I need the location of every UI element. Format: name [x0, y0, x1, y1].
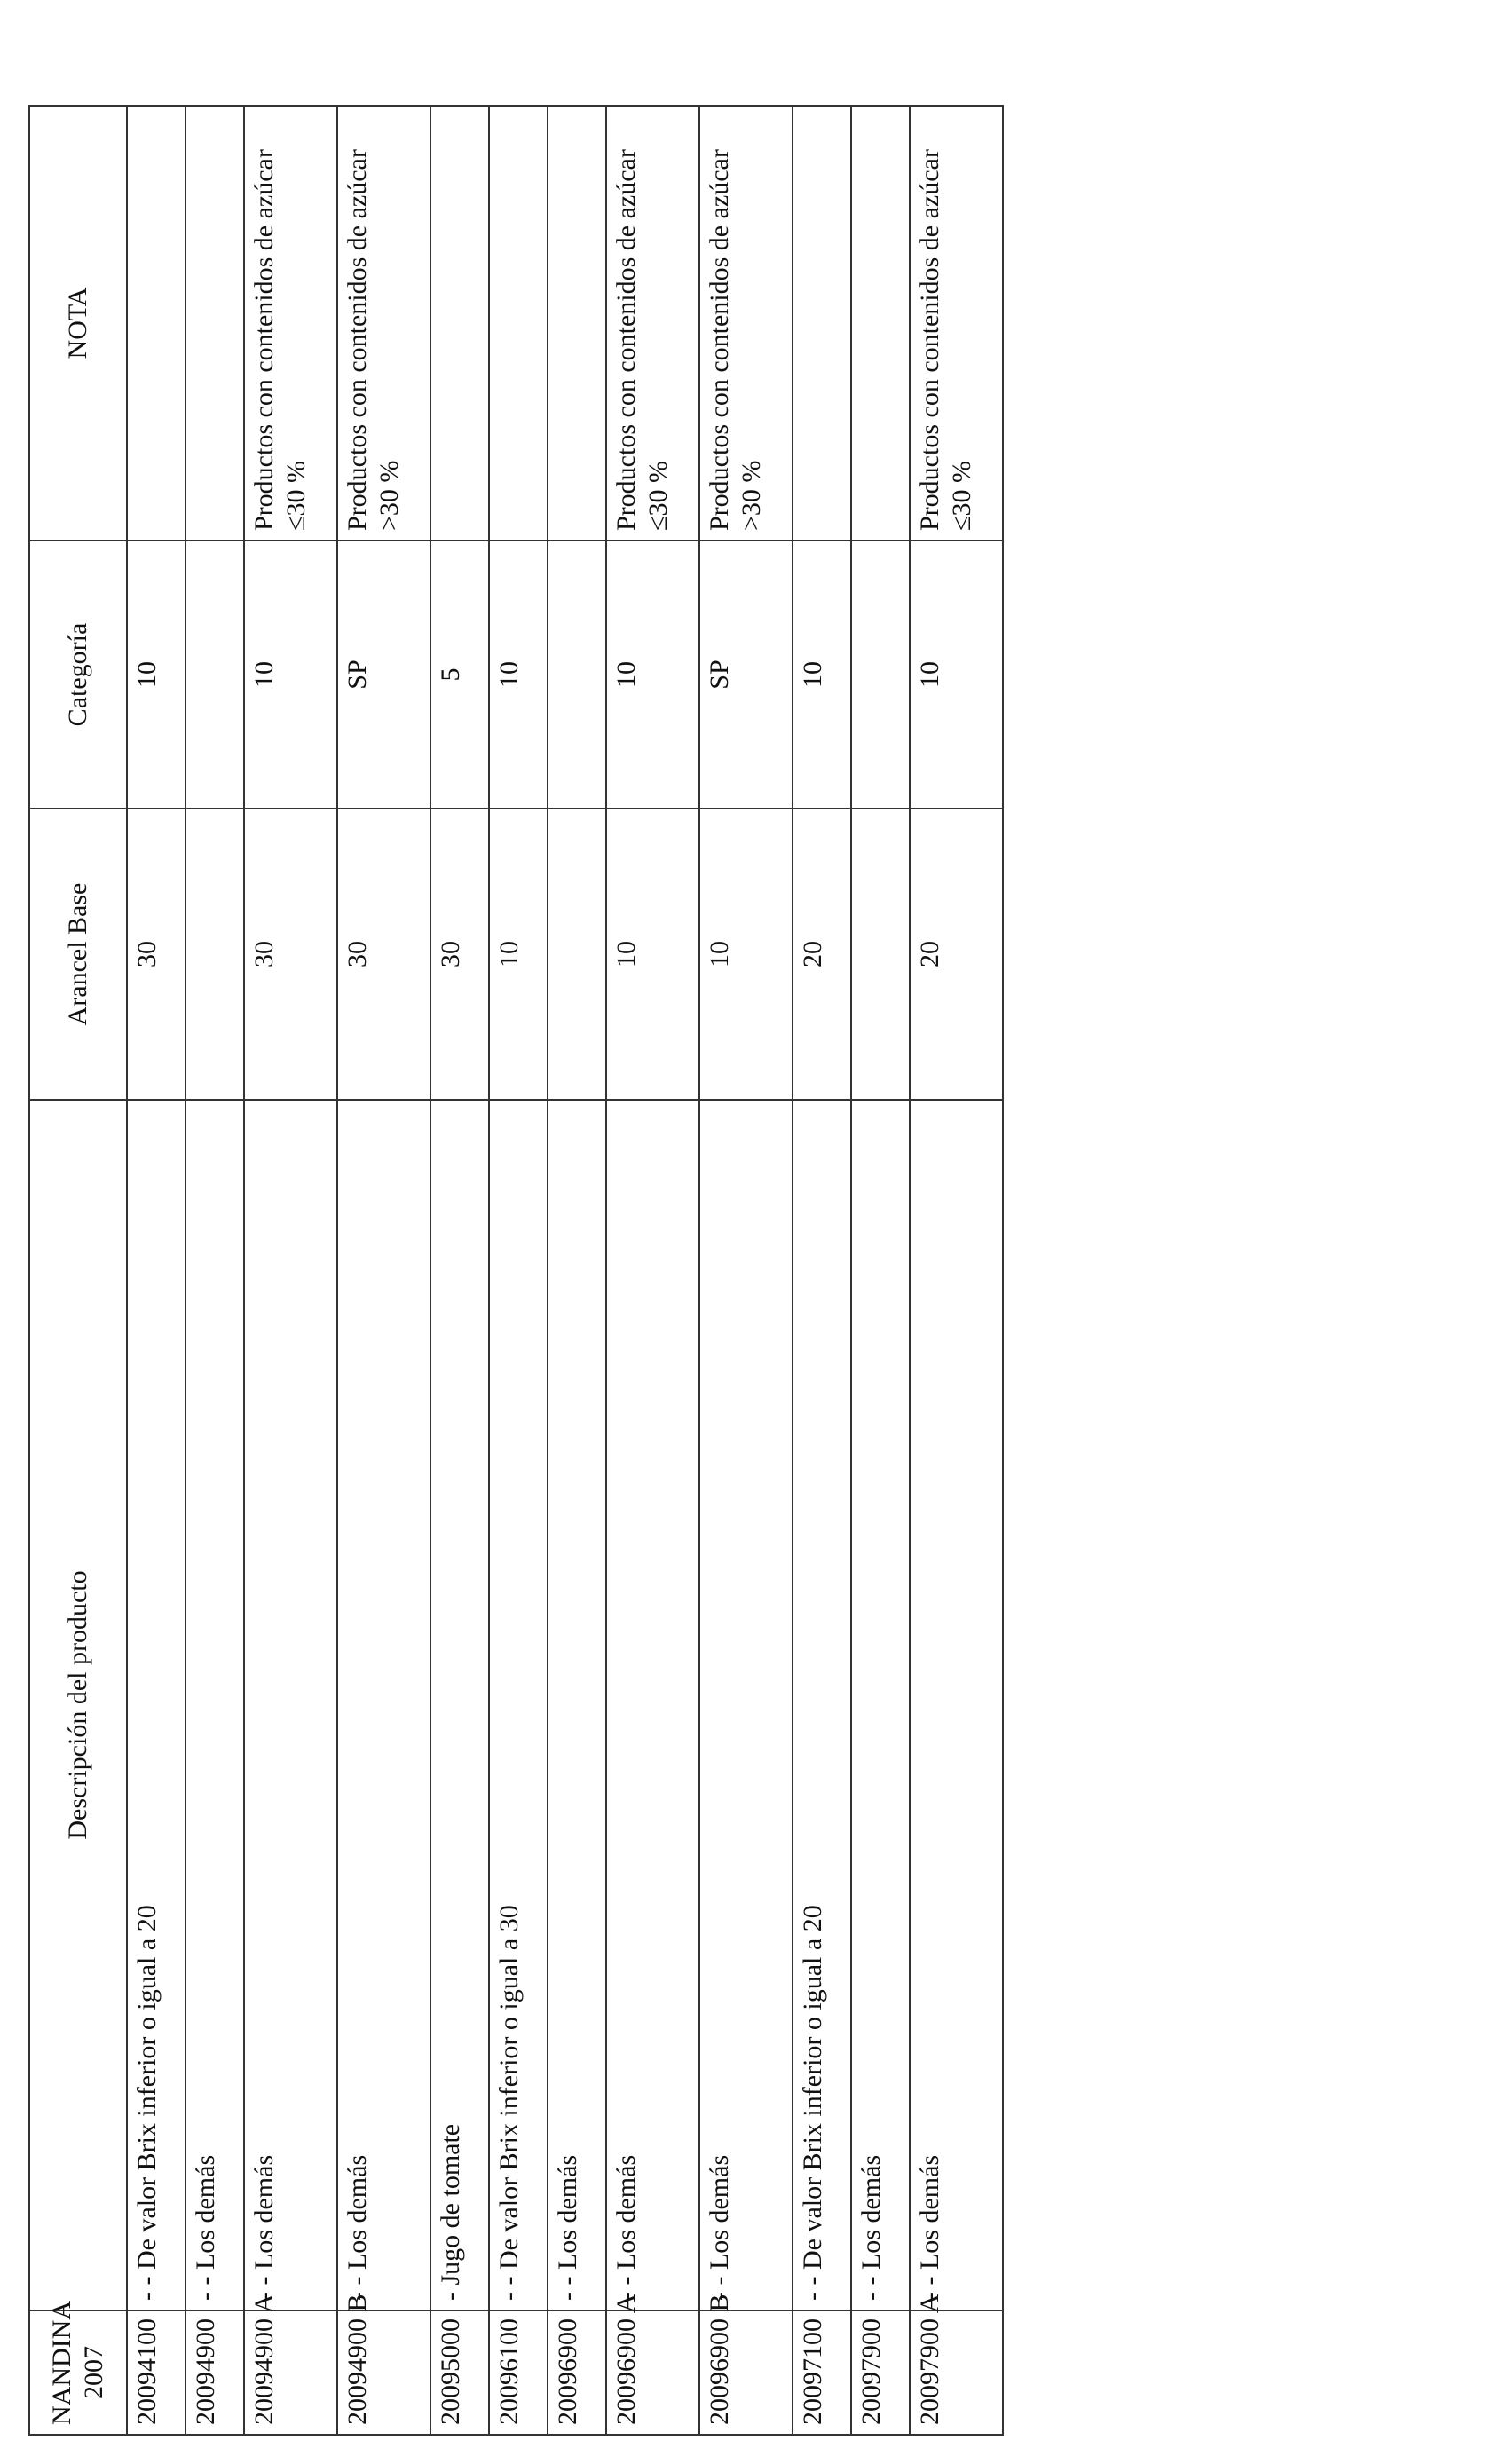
cell-base: 30 [127, 809, 185, 1100]
cell-cat: 5 [430, 541, 489, 809]
cell-nota [185, 106, 244, 541]
cell-cat [851, 541, 910, 809]
cell-desc: - - Los demás [548, 1100, 606, 2310]
cell-base: 30 [430, 809, 489, 1100]
cell-cat: SP [337, 541, 430, 809]
cell-code: 20097900 A [910, 2310, 1003, 2435]
cell-nota: Productos con contenidos de azúcar >30 % [337, 106, 430, 541]
cell-cat: 10 [489, 541, 548, 809]
cell-base [185, 809, 244, 1100]
cell-nota [851, 106, 910, 541]
cell-desc: - - De valor Brix inferior o igual a 20 [127, 1100, 185, 2310]
table-row [910, 106, 1003, 2435]
cell-nota: Productos con contenidos de azúcar ≤30 % [606, 106, 699, 541]
cell-desc: - - Los demás [910, 1100, 1003, 2310]
cell-nota: Productos con contenidos de azúcar ≤30 % [910, 106, 1003, 541]
cell-base: 20 [910, 809, 1003, 1100]
cell-cat: 10 [244, 541, 337, 809]
cell-desc: - - De valor Brix inferior o igual a 30 [489, 1100, 548, 2310]
cell-base: 10 [606, 809, 699, 1100]
cell-base: 20 [793, 809, 851, 1100]
table-row [851, 106, 910, 2435]
cell-desc: - - Los demás [699, 1100, 793, 2310]
header-categoria: Categoría [29, 541, 127, 809]
table-row [244, 106, 337, 2435]
cell-nota [127, 106, 185, 541]
cell-nota: Productos con contenidos de azúcar >30 % [699, 106, 793, 541]
cell-base: 10 [699, 809, 793, 1100]
cell-base: 10 [489, 809, 548, 1100]
cell-nota [430, 106, 489, 541]
cell-nota [793, 106, 851, 541]
cell-cat: 10 [910, 541, 1003, 809]
cell-code: 20095000 [430, 2310, 489, 2435]
cell-nota [548, 106, 606, 541]
table-row [699, 106, 793, 2435]
cell-code: 20096900 B [699, 2310, 793, 2435]
cell-code: 20094900 A [244, 2310, 337, 2435]
cell-desc: - - Los demás [185, 1100, 244, 2310]
cell-desc: - - Los demás [244, 1100, 337, 2310]
header-nandina: NANDINA 2007 [29, 2310, 127, 2435]
table-row [185, 106, 244, 2435]
cell-code: 20096900 A [606, 2310, 699, 2435]
table-row [548, 106, 606, 2435]
cell-code: 20096900 [548, 2310, 606, 2435]
cell-cat: 10 [606, 541, 699, 809]
cell-desc: - - Los demás [606, 1100, 699, 2310]
header-nota: NOTA [29, 106, 127, 541]
cell-cat: SP [699, 541, 793, 809]
table-row [489, 106, 548, 2435]
table-row [606, 106, 699, 2435]
cell-nota: Productos con contenidos de azúcar ≤30 % [244, 106, 337, 541]
cell-cat [185, 541, 244, 809]
table-row [337, 106, 430, 2435]
header-arancel-base: Arancel Base [29, 809, 127, 1100]
tariff-table [28, 105, 1004, 2436]
cell-code: 20094900 B [337, 2310, 430, 2435]
cell-desc: - - Los demás [337, 1100, 430, 2310]
cell-cat [548, 541, 606, 809]
table-row [430, 106, 489, 2435]
cell-cat: 10 [793, 541, 851, 809]
cell-base: 30 [337, 809, 430, 1100]
cell-cat: 10 [127, 541, 185, 809]
cell-nota [489, 106, 548, 541]
cell-code: 20097900 [851, 2310, 910, 2435]
cell-desc: - Jugo de tomate [430, 1100, 489, 2310]
cell-code: 20096100 [489, 2310, 548, 2435]
rotated-page [28, 107, 994, 2436]
table-row [793, 106, 851, 2435]
table-row [127, 106, 185, 2435]
cell-base [548, 809, 606, 1100]
cell-code: 20097100 [793, 2310, 851, 2435]
cell-code: 20094900 [185, 2310, 244, 2435]
cell-desc: - - De valor Brix inferior o igual a 20 [793, 1100, 851, 2310]
header-row [29, 106, 127, 2435]
header-descripcion: Descripción del producto [29, 1100, 127, 2310]
cell-desc: - - Los demás [851, 1100, 910, 2310]
cell-base: 30 [244, 809, 337, 1100]
cell-base [851, 809, 910, 1100]
cell-code: 20094100 [127, 2310, 185, 2435]
